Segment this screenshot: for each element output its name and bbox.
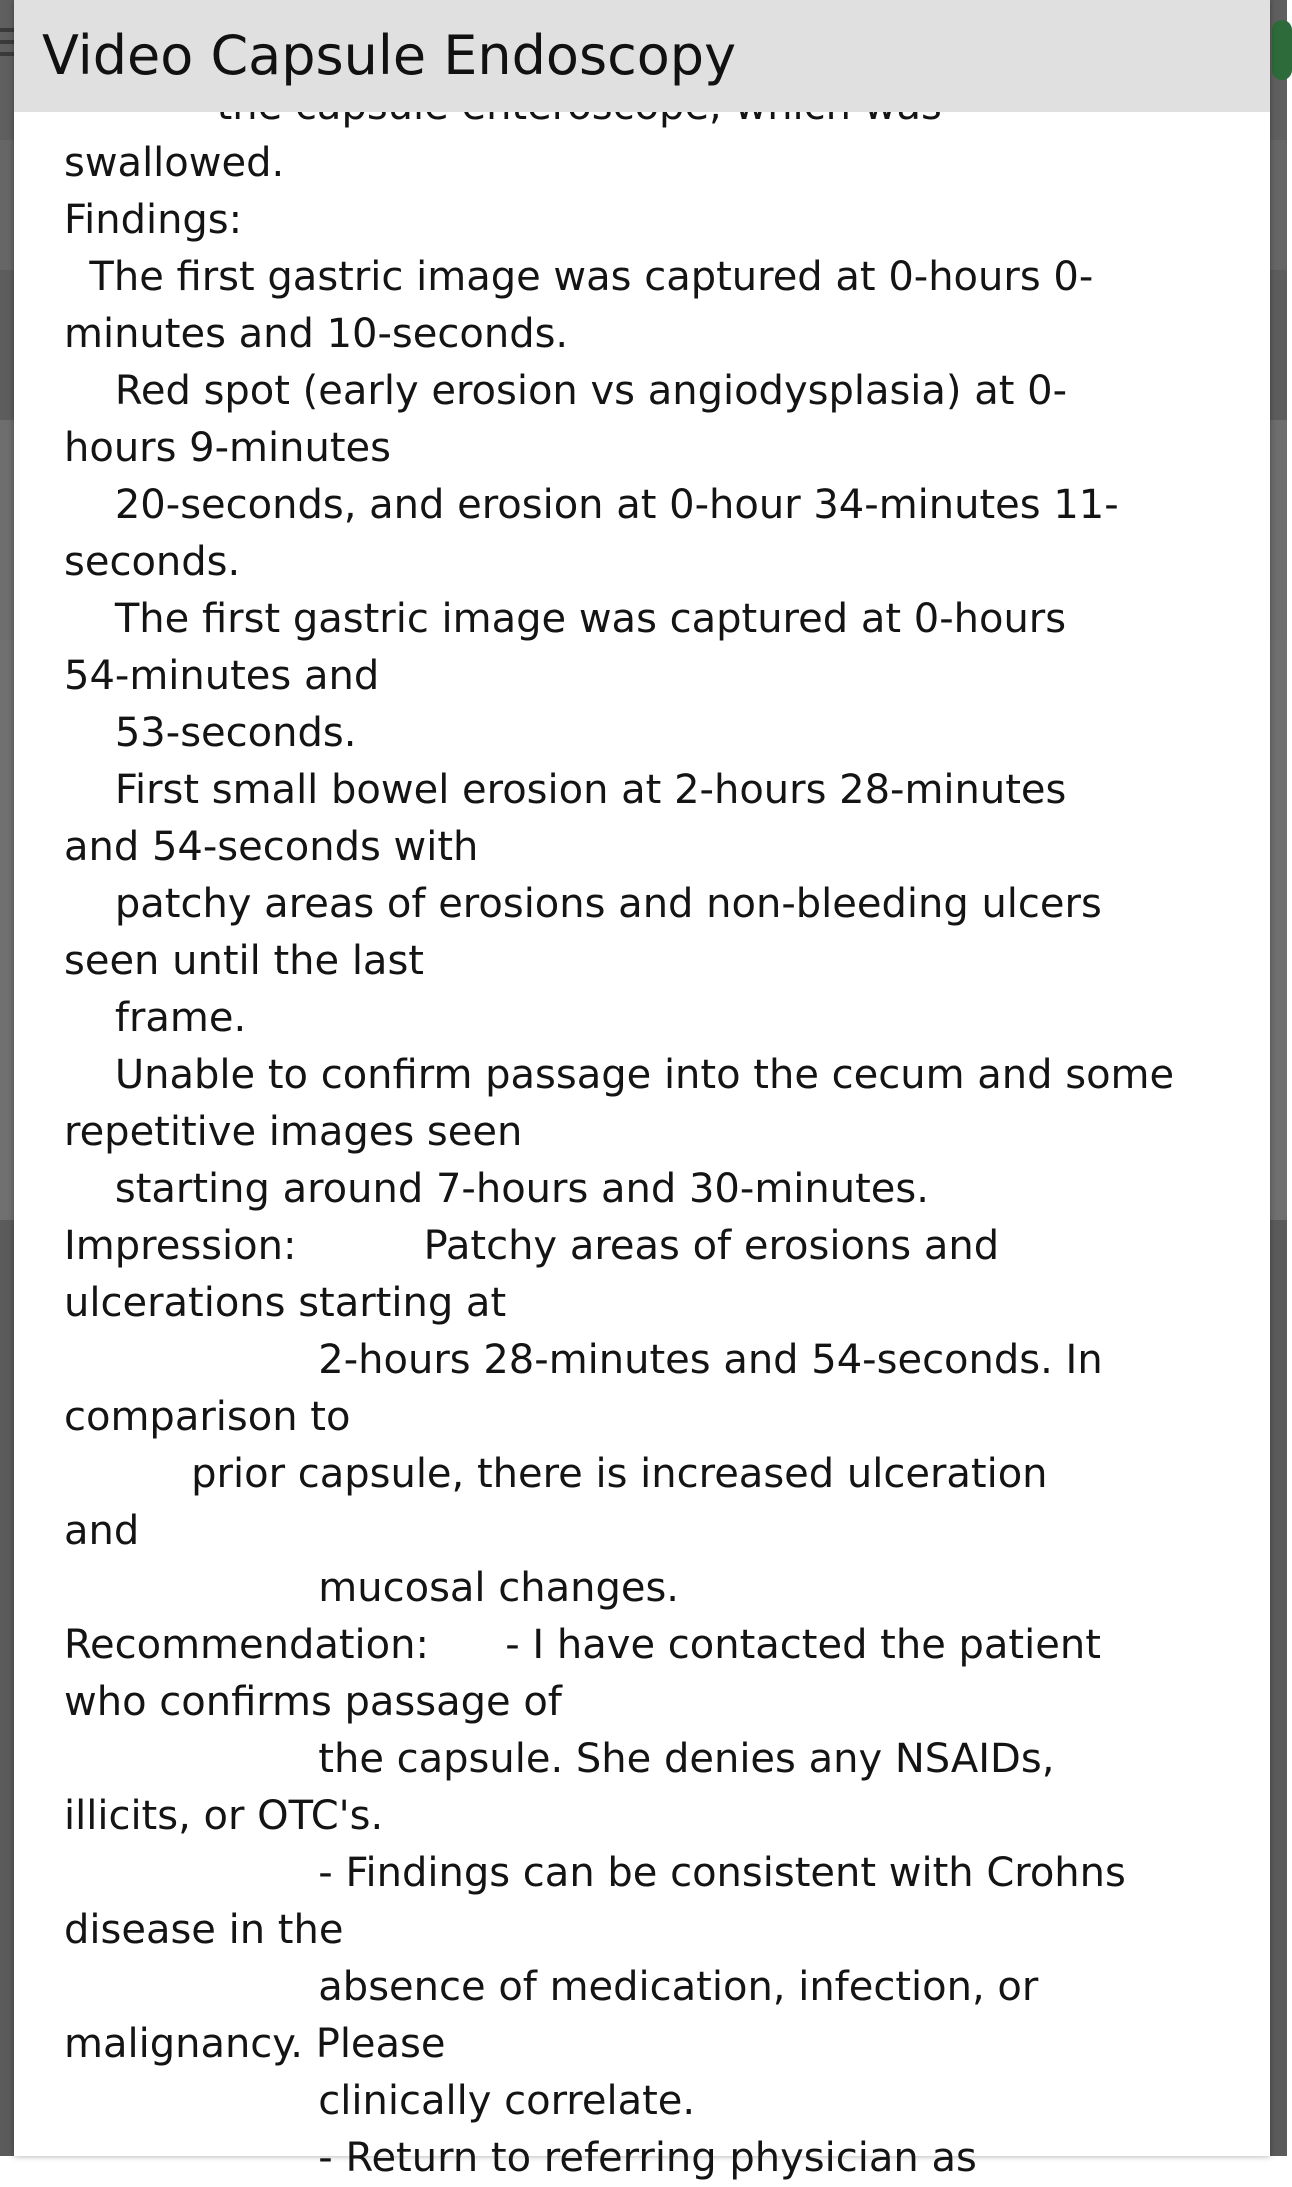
report-line: 53-seconds. [64,710,357,756]
report-line: 2-hours 28-minutes and 54-seconds. In [64,1337,1103,1383]
report-line: Unable to confirm passage into the cecum and some [64,1052,1175,1098]
report-line: starting around 7-hours and 30-minutes. [64,1166,929,1212]
report-line: The first gastric image was captured at 0-hours [64,596,1067,642]
report-line: 20-seconds, and erosion at 0-hour 34-minutes 11- [64,482,1119,528]
dialog-title: Video Capsule Endoscopy [42,24,737,87]
report-line: Red spot (early erosion vs angiodysplasia) at 0- [64,368,1068,414]
report-line: who confirms passage of [64,1679,562,1725]
report-line: comparison to [64,1394,351,1440]
dialog-header [14,0,1270,112]
report-line: mucosal changes. [64,1565,680,1611]
report-line: hours 9-minutes [64,425,391,471]
report-line: minutes and 10-seconds. [64,311,569,357]
report-line: ulcerations starting at [64,1280,507,1326]
report-line: frame. [64,995,247,1041]
report-line: 54-minutes and [64,653,380,699]
report-line: absence of medication, infection, or [64,1964,1039,2010]
background-accent [1272,20,1292,80]
report-line: and [64,1508,140,1554]
report-line: Findings: [64,197,243,243]
report-dialog [14,0,1270,2181]
report-line: illicits, or OTC's. [64,1793,384,1839]
report-body[interactable] [14,0,1270,2181]
report-line: and 54-seconds with [64,824,479,870]
report-line: repetitive images seen [64,1109,523,1155]
report-line: Recommendation: - I have contacted the patient [64,1622,1101,1668]
report-line: patchy areas of erosions and non-bleeding ulcers [64,881,1102,927]
report-line: seen until the last [64,938,424,984]
report-line: The first gastric image was captured at 0-hours 0- [64,254,1094,300]
report-line: prior capsule, there is increased ulceration [64,1451,1048,1497]
report-line: clinically correlate. [64,2078,696,2124]
report-line: swallowed. [64,140,285,186]
menu-icon [0,28,14,68]
report-line: malignancy. Please [64,2021,446,2067]
report-line: Impression: Patchy areas of erosions and [64,1223,1000,1269]
report-line: First small bowel erosion at 2-hours 28-minutes [64,767,1067,813]
report-line: the capsule. She denies any NSAIDs, [64,1736,1055,1782]
report-line: seconds. [64,539,241,585]
report-line: disease in the [64,1907,344,1953]
report-line: - Return to referring physician as [64,2135,977,2181]
report-line: - Findings can be consistent with Crohns [64,1850,1126,1896]
